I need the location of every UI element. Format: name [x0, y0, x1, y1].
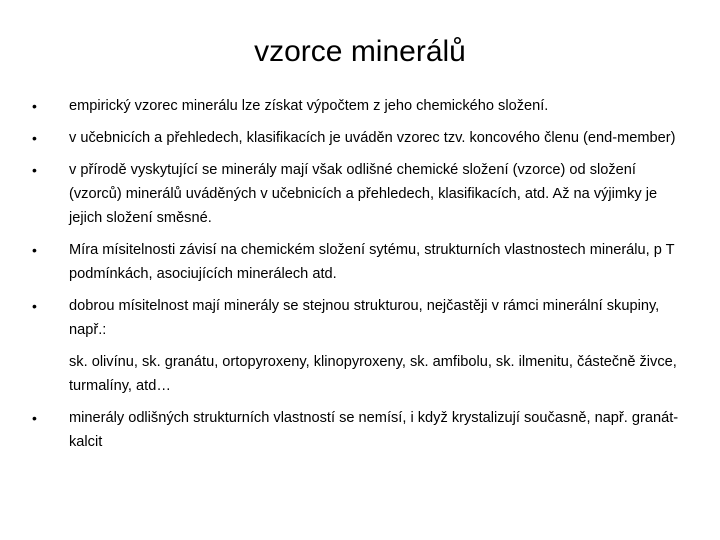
- list-item-text: Míra mísitelnosti závisí na chemickém složení sytému, strukturních vlastnostech minerálu, p T podmínkách, asociujících minerálech atd.: [69, 242, 675, 282]
- list-item-text: dobrou mísitelnost mají minerály se stejnou strukturou, nejčastěji v rámci minerální skupiny, např.:: [69, 298, 660, 338]
- bullet-icon: •: [32, 130, 37, 146]
- list-item: [32, 406, 682, 454]
- list-item: [32, 126, 682, 150]
- slide-title: vzorce minerálů: [254, 35, 466, 68]
- bullet-icon: •: [32, 242, 37, 258]
- bullet-icon: •: [32, 410, 37, 426]
- list-item-continuation: [32, 350, 682, 398]
- bullet-list: [32, 94, 682, 462]
- list-item-text: v učebnicích a přehledech, klasifikacích je uváděn vzorec tzv. koncového členu (end-member): [69, 130, 676, 146]
- list-item-text: sk. olivínu, sk. granátu, ortopyroxeny, klinopyroxeny, sk. amfibolu, sk. ilmenitu, částečně živce, turmalíny, atd…: [69, 354, 677, 394]
- list-item: [32, 94, 682, 118]
- list-item-text: empirický vzorec minerálu lze získat výpočtem z jeho chemického složení.: [69, 98, 549, 114]
- list-item: [32, 294, 682, 342]
- bullet-icon: •: [32, 298, 37, 314]
- list-item: [32, 158, 682, 230]
- bullet-icon: •: [32, 98, 37, 114]
- list-item: [32, 238, 682, 286]
- list-item-text: minerály odlišných strukturních vlastností se nemísí, i když krystalizují současně, např. granát-kalcit: [69, 410, 679, 450]
- list-item-text: v přírodě vyskytující se minerály mají však odlišné chemické složení (vzorce) od složení (vzorců) minerálů uváděných v učebnicích a přehledech, klasifikacích, atd. Až na výjimky je jejich složení směsné.: [69, 162, 658, 226]
- bullet-icon: •: [32, 162, 37, 178]
